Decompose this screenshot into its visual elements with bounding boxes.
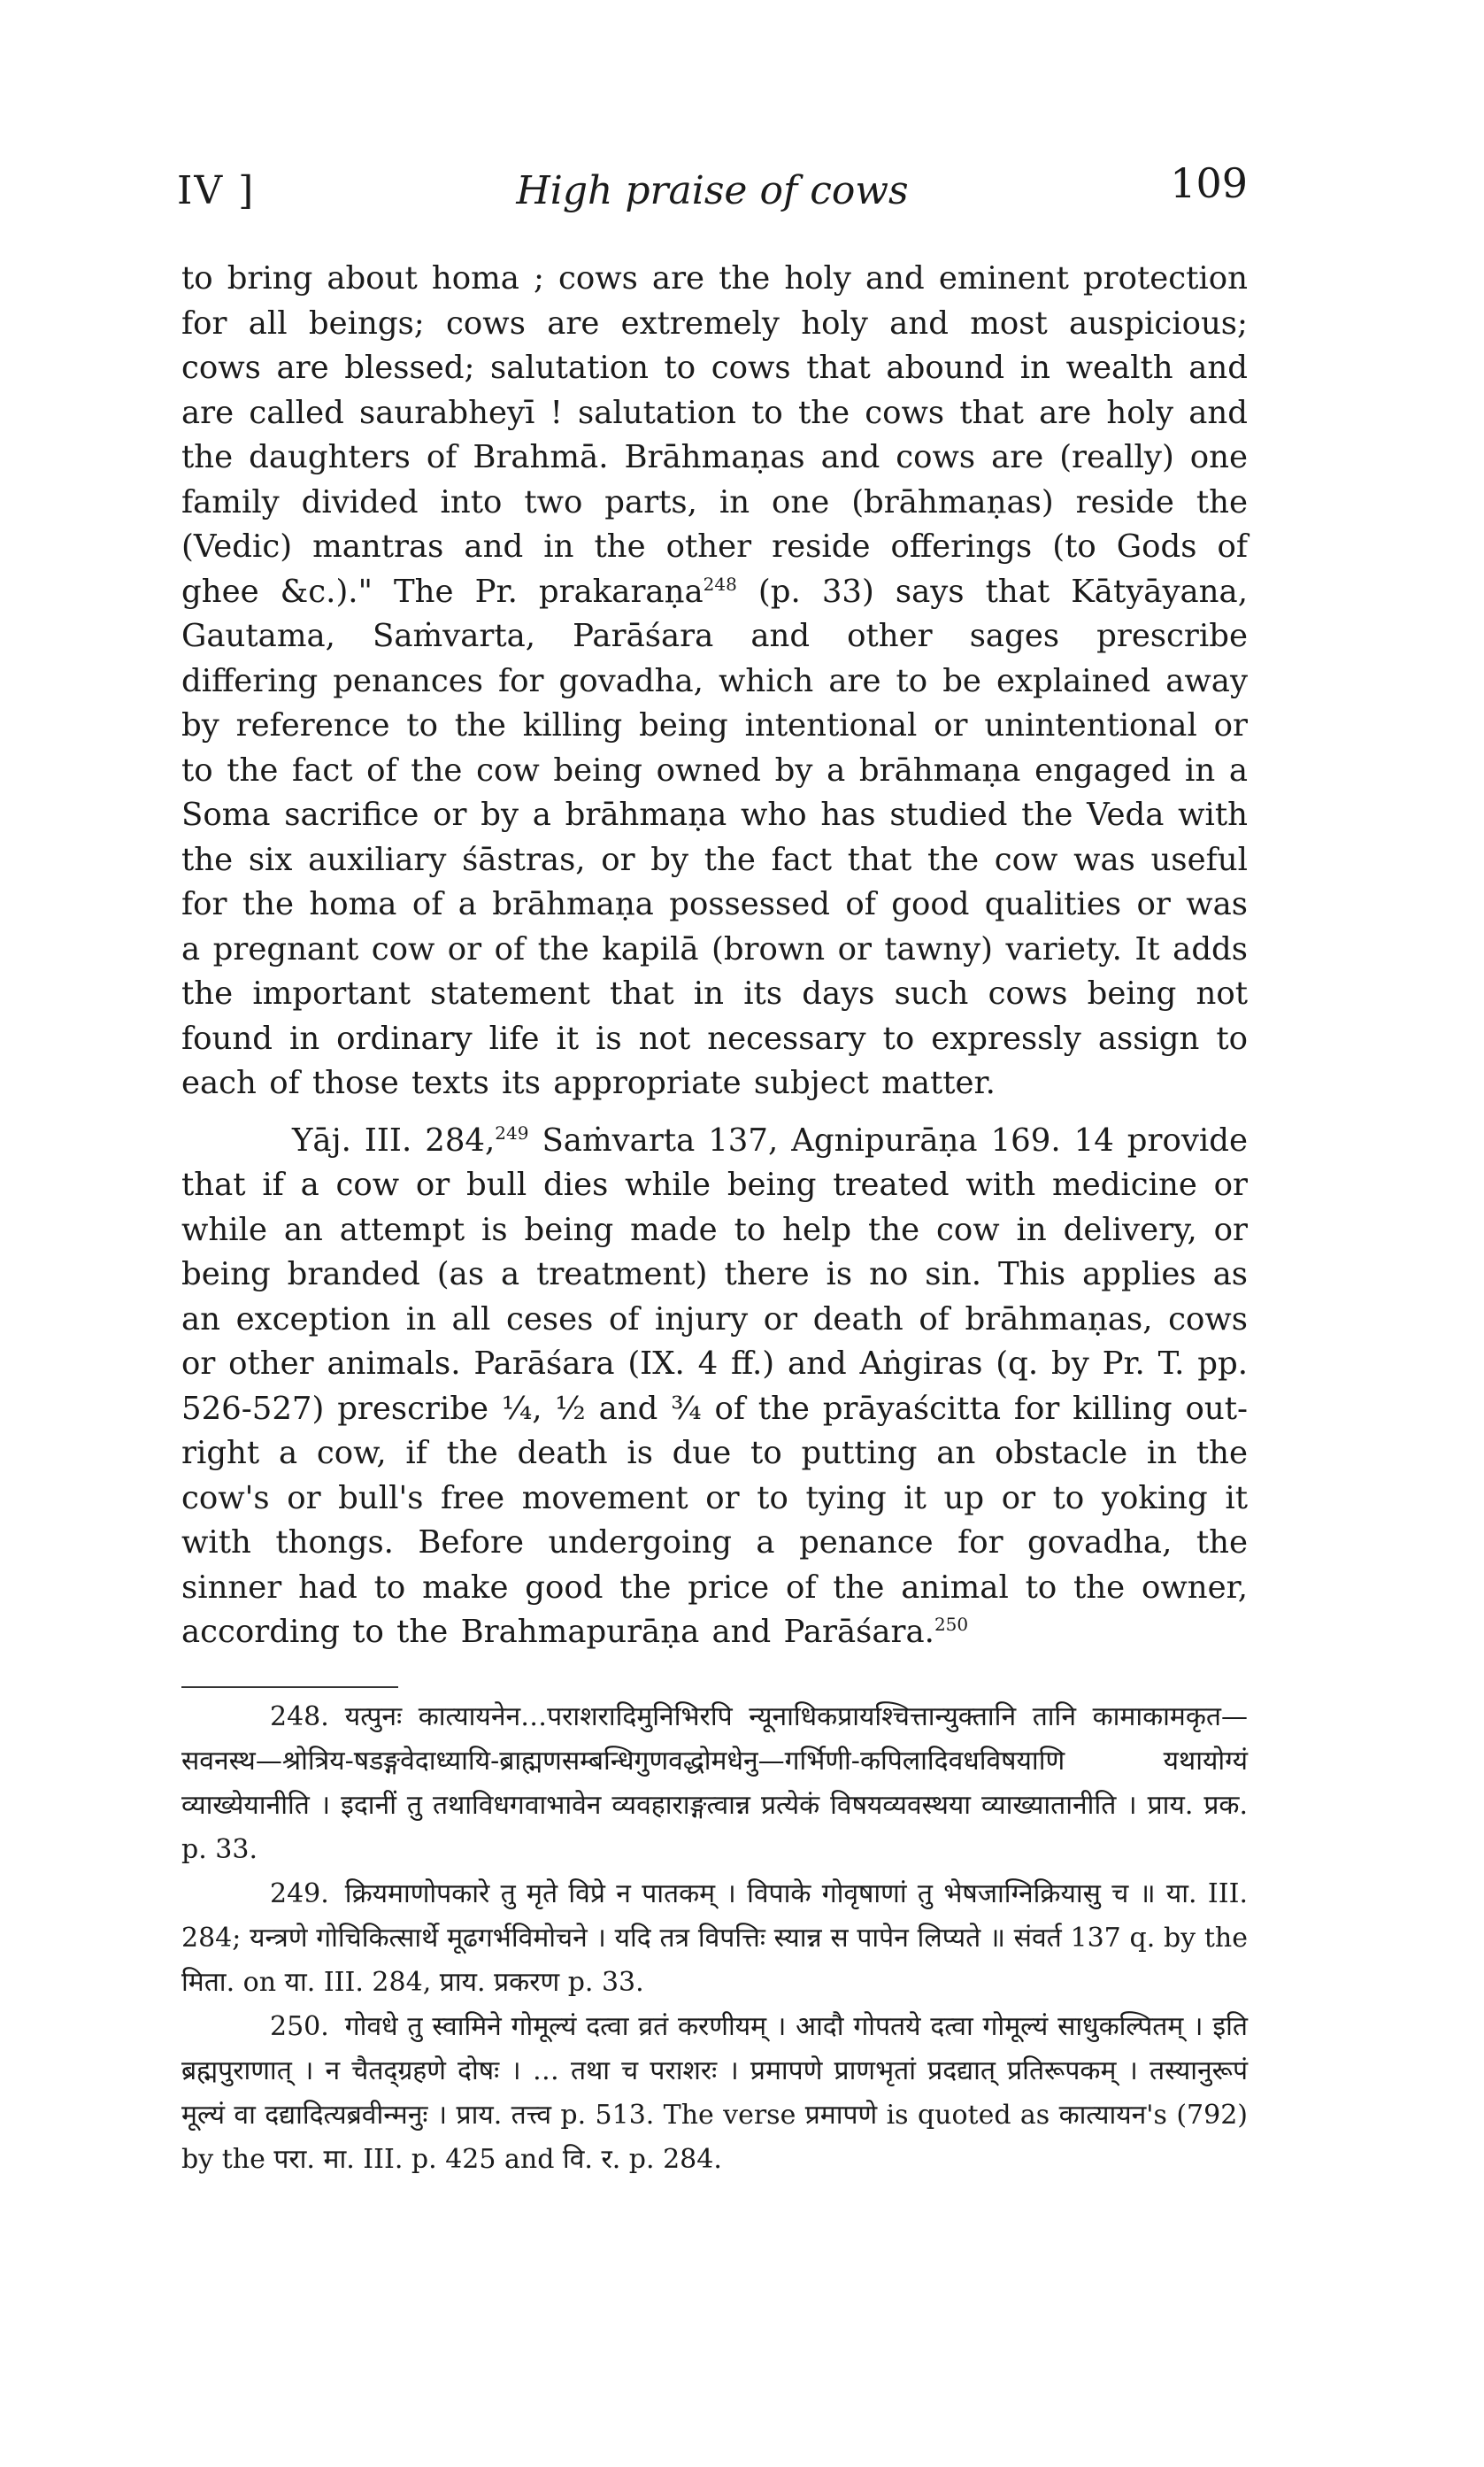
footnote-number: 250. bbox=[270, 2011, 329, 2042]
main-text bbox=[181, 257, 1248, 1655]
page-number: 109 bbox=[1170, 159, 1248, 207]
footnote-249 bbox=[181, 1872, 1248, 2005]
footnote-divider bbox=[181, 1686, 398, 1688]
paragraph-1 bbox=[181, 257, 1248, 1106]
footnote-text: गोवधे तु स्वामिने गोमूल्यं दत्वा व्रतं करणीयम् । आदौ गोपतये दत्वा गोमूल्यं साधुकल्पितम् । इति ब्रह्मपुराणात् । न चैतद्ग्रहणे दोषः । … तथा च पराशरः । प्रमापणे प्राणभृतां प्रदद्यात् प्रतिरूपकम् । तस्यानुरूपं मूल्यं वा दद्यादित्यब्रवीन्मनुः । प्राय. तत्त्व p. 513. The verse प्रमापणे is quoted as कात्यायन's (792) by the परा. मा. III. p. 425 and वि. र. p. 284. bbox=[181, 2011, 1248, 2175]
footnote-248 bbox=[181, 1695, 1248, 1872]
paragraph-1-text: to bring about homa ; cows are the holy and eminent protection for all beings; cows are extremely holy and most auspicious; cows are blessed; salutation to cows that abound in wealth and are called saurabheyī ! salutation to the cows that are holy and the daughters of Brahmā. Brāhmaṇas and cows are (really) one family divided into two parts, in one (brāhmaṇas) reside the (Vedic) mantras and in the other reside offerings (to Gods of ghee &c.)." The Pr. prakaraṇa bbox=[181, 260, 1248, 610]
footnote-number: 248. bbox=[270, 1701, 329, 1732]
running-title: High praise of cows bbox=[516, 168, 909, 213]
footnote-text: यत्पुनः कात्यायनेन…पराशरादिमुनिभिरपि न्यूनाधिकप्रायश्चित्तान्युक्तानि तानि कामाकामकृत—सवनस्थ—श्रोत्रिय-षडङ्गवेदाध्यायि-ब्राह्मणसम्बन्धिगुणवद्धोमधेनु—गर्भिणी-कपिलादिवधविषयाणि यथायोग्यं व्याख्येयानीति । इदानीं तु तथाविधगवाभावेन व्यवहाराङ्गत्वान्न प्रत्येकं विषयव्यवस्थया व्याख्यातानीति । प्राय. प्रक. p. 33. bbox=[181, 1701, 1248, 1865]
paragraph-2-text: Saṁvarta 137, Agnipurāṇa 169. 14 provide that if a cow or bull dies while being treated with medicine or while an attempt is being made to help the cow in delivery, or being branded (as a treatment) there is no sin. This applies as an exception in all ceses of injury or death of brāhmaṇas, cows or other animals. Parāśara (IX. 4 ff.) and Aṅgiras (q. by Pr. T. pp. 526-527) prescribe ¼, ½ and ¾ of the prāyaścitta for killing out-right a cow, if the death is due to putting an obstacle in the cow's or bull's free movement or to tying it up or to yoking it with thongs. Before undergoing a penance for govadha, the sinner had to make good the price of the animal to the owner, according to the Brahmapurāṇa and Parāśara. bbox=[181, 1122, 1248, 1650]
running-header bbox=[177, 159, 1248, 230]
footnote-number: 249. bbox=[270, 1878, 329, 1909]
paragraph-2 bbox=[181, 1119, 1248, 1655]
footnote-text: क्रियमाणोपकारे तु मृते विप्रे न पातकम् । विपाके गोवृषाणां तु भेषजाग्निक्रियासु च ॥ या. III. 284; यन्त्रणे गोचिकित्सार्थे मूढगर्भविमोचने । यदि तत्र विपत्तिः स्यान्न स पापेन लिप्यते ॥ संवर्त 137 q. by the मिता. on या. III. 284, प्राय. प्रकरण p. 33. bbox=[181, 1878, 1248, 1998]
footnote-250 bbox=[181, 2005, 1248, 2182]
paragraph-1-cont: (p. 33) says that Kātyāyana, Gautama, Saṁvarta, Parāśara and other sages prescribe differing penances for govadha, which are to be explained away by reference to the killing being intentional or unintentional or to the fact of the cow being owned by a brāhmaṇa engaged in a Soma sacrifice or by a brāhmaṇa who has studied the Veda with the six auxiliary śāstras, or by the fact that the cow was useful for the homa of a brāhmaṇa possessed of good qualities or was a pregnant cow or of the kapilā (brown or tawny) variety. It adds the important statement that in its days such cows being not found in ordinary life it is not necessary to expressly assign to each of those texts its appropriate subject matter. bbox=[181, 573, 1248, 1101]
footnote-ref-248[interactable]: 248 bbox=[703, 573, 737, 595]
footnotes bbox=[181, 1695, 1248, 2182]
footnote-ref-250[interactable]: 250 bbox=[934, 1614, 969, 1636]
chapter-marker: IV ] bbox=[177, 168, 256, 213]
footnote-ref-249[interactable]: 249 bbox=[495, 1122, 529, 1144]
paragraph-2-start: Yāj. III. 284, bbox=[292, 1122, 496, 1159]
